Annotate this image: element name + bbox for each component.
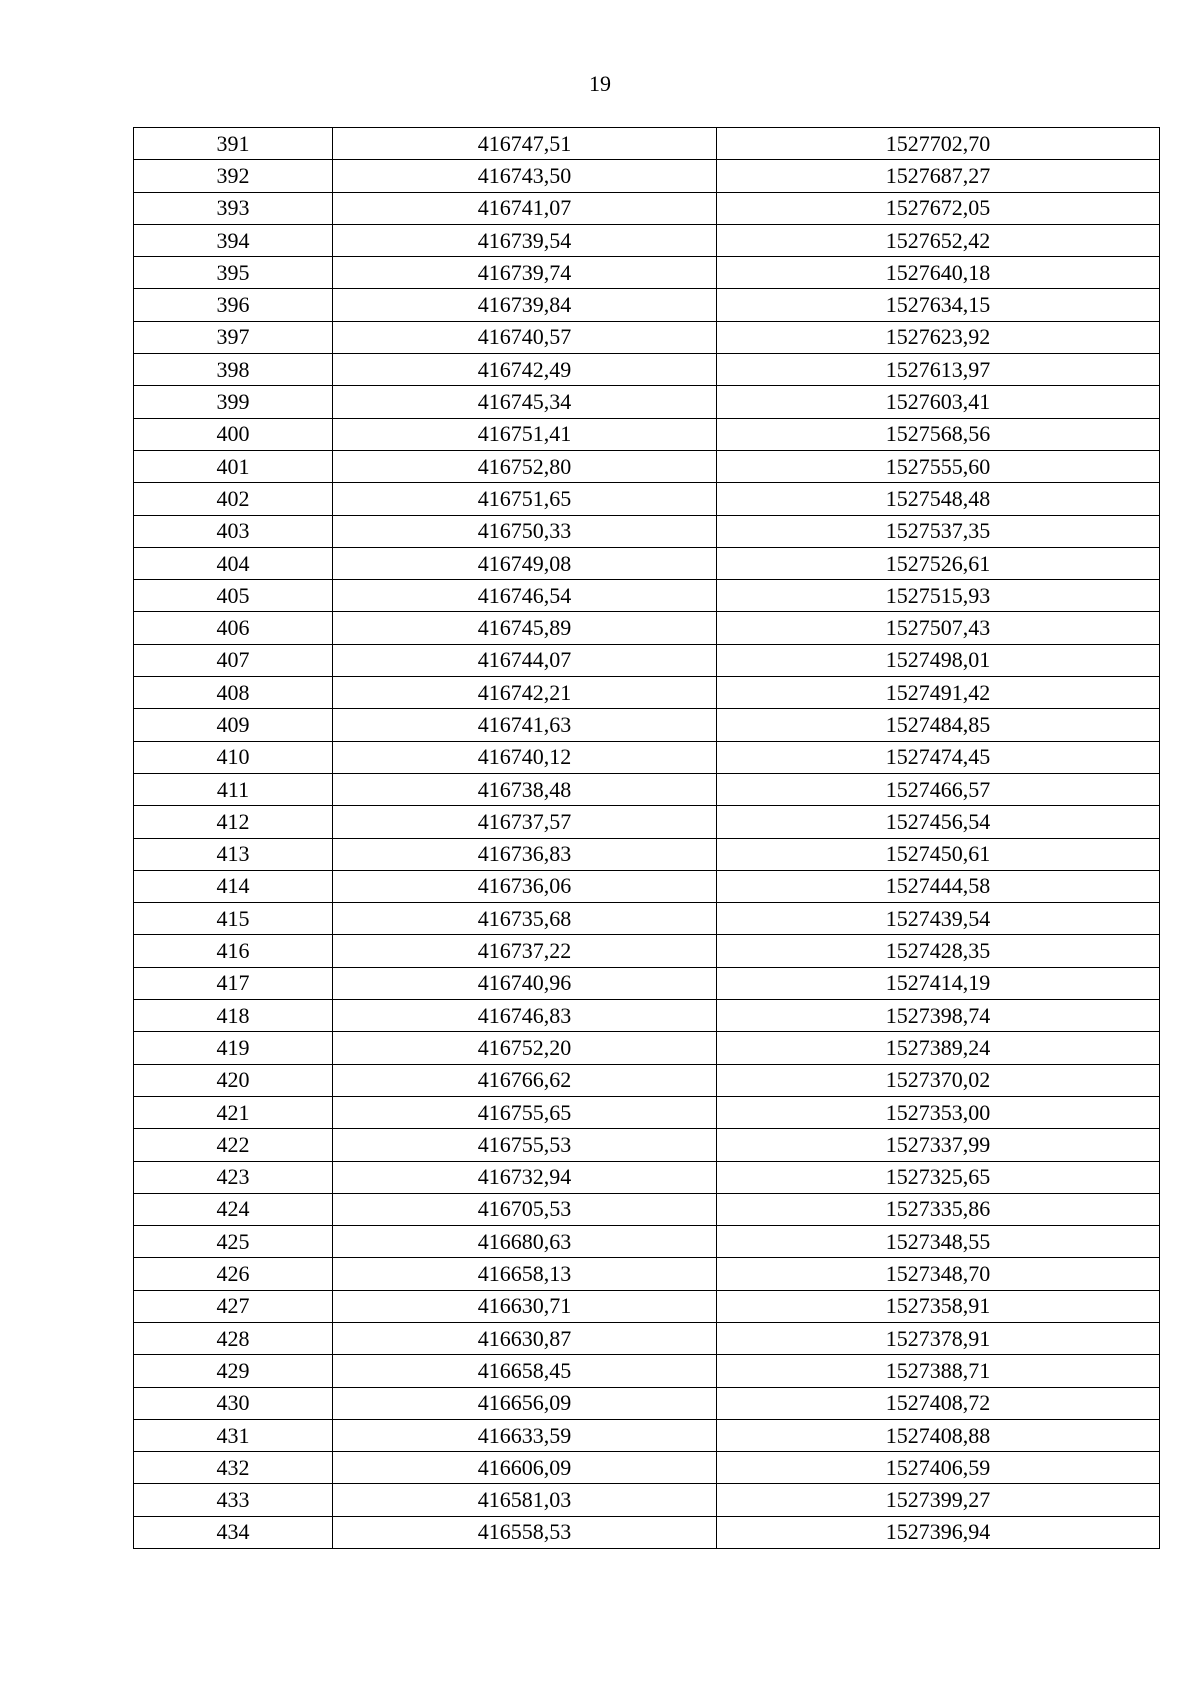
point-number-cell: 395	[134, 257, 333, 289]
y-coordinate-cell: 1527450,61	[717, 838, 1160, 870]
point-number-cell: 407	[134, 644, 333, 676]
x-coordinate-cell: 416736,06	[333, 870, 717, 902]
x-coordinate-cell: 416680,63	[333, 1226, 717, 1258]
table-row	[134, 515, 1160, 547]
y-coordinate-cell: 1527491,42	[717, 677, 1160, 709]
y-coordinate-cell: 1527408,88	[717, 1419, 1160, 1451]
table-row	[134, 386, 1160, 418]
x-coordinate-cell: 416744,07	[333, 644, 717, 676]
x-coordinate-cell: 416749,08	[333, 547, 717, 579]
x-coordinate-cell: 416755,65	[333, 1096, 717, 1128]
table-row	[134, 483, 1160, 515]
point-number-cell: 430	[134, 1387, 333, 1419]
point-number-cell: 406	[134, 612, 333, 644]
table-row	[134, 160, 1160, 192]
y-coordinate-cell: 1527388,71	[717, 1355, 1160, 1387]
y-coordinate-cell: 1527526,61	[717, 547, 1160, 579]
point-number-cell: 434	[134, 1516, 333, 1548]
table-row	[134, 612, 1160, 644]
y-coordinate-cell: 1527348,70	[717, 1258, 1160, 1290]
table-row	[134, 806, 1160, 838]
point-number-cell: 413	[134, 838, 333, 870]
y-coordinate-cell: 1527325,65	[717, 1161, 1160, 1193]
x-coordinate-cell: 416705,53	[333, 1193, 717, 1225]
y-coordinate-cell: 1527466,57	[717, 773, 1160, 805]
table-row	[134, 935, 1160, 967]
point-number-cell: 427	[134, 1290, 333, 1322]
x-coordinate-cell: 416751,65	[333, 483, 717, 515]
table-row	[134, 580, 1160, 612]
y-coordinate-cell: 1527474,45	[717, 741, 1160, 773]
point-number-cell: 401	[134, 450, 333, 482]
point-number-cell: 392	[134, 160, 333, 192]
x-coordinate-cell: 416738,48	[333, 773, 717, 805]
y-coordinate-cell: 1527652,42	[717, 224, 1160, 256]
y-coordinate-cell: 1527548,48	[717, 483, 1160, 515]
y-coordinate-cell: 1527428,35	[717, 935, 1160, 967]
table-row	[134, 321, 1160, 353]
y-coordinate-cell: 1527399,27	[717, 1484, 1160, 1516]
x-coordinate-cell: 416747,51	[333, 128, 717, 160]
table-row	[134, 289, 1160, 321]
table-row	[134, 1290, 1160, 1322]
y-coordinate-cell: 1527396,94	[717, 1516, 1160, 1548]
point-number-cell: 408	[134, 677, 333, 709]
table-row	[134, 1032, 1160, 1064]
x-coordinate-cell: 416581,03	[333, 1484, 717, 1516]
table-row	[134, 1322, 1160, 1354]
point-number-cell: 397	[134, 321, 333, 353]
point-number-cell: 399	[134, 386, 333, 418]
y-coordinate-cell: 1527537,35	[717, 515, 1160, 547]
x-coordinate-cell: 416746,83	[333, 1000, 717, 1032]
table-row	[134, 1419, 1160, 1451]
y-coordinate-cell: 1527335,86	[717, 1193, 1160, 1225]
y-coordinate-cell: 1527555,60	[717, 450, 1160, 482]
table-row	[134, 1096, 1160, 1128]
table-row	[134, 870, 1160, 902]
point-number-cell: 421	[134, 1096, 333, 1128]
table-row	[134, 838, 1160, 870]
point-number-cell: 409	[134, 709, 333, 741]
y-coordinate-cell: 1527568,56	[717, 418, 1160, 450]
point-number-cell: 402	[134, 483, 333, 515]
y-coordinate-cell: 1527389,24	[717, 1032, 1160, 1064]
point-number-cell: 420	[134, 1064, 333, 1096]
x-coordinate-cell: 416755,53	[333, 1129, 717, 1161]
x-coordinate-cell: 416752,80	[333, 450, 717, 482]
y-coordinate-cell: 1527439,54	[717, 903, 1160, 935]
point-number-cell: 417	[134, 967, 333, 999]
point-number-cell: 415	[134, 903, 333, 935]
page-number: 19	[589, 71, 611, 96]
point-number-cell: 391	[134, 128, 333, 160]
table-row	[134, 677, 1160, 709]
x-coordinate-cell: 416606,09	[333, 1452, 717, 1484]
table-row	[134, 1516, 1160, 1548]
x-coordinate-cell: 416742,21	[333, 677, 717, 709]
point-number-cell: 400	[134, 418, 333, 450]
point-number-cell: 393	[134, 192, 333, 224]
point-number-cell: 422	[134, 1129, 333, 1161]
x-coordinate-cell: 416739,84	[333, 289, 717, 321]
y-coordinate-cell: 1527603,41	[717, 386, 1160, 418]
y-coordinate-cell: 1527398,74	[717, 1000, 1160, 1032]
table-row	[134, 1226, 1160, 1258]
x-coordinate-cell: 416741,63	[333, 709, 717, 741]
x-coordinate-cell: 416745,34	[333, 386, 717, 418]
table-row	[134, 1484, 1160, 1516]
x-coordinate-cell: 416630,87	[333, 1322, 717, 1354]
table-row	[134, 1129, 1160, 1161]
point-number-cell: 398	[134, 354, 333, 386]
point-number-cell: 425	[134, 1226, 333, 1258]
table-row	[134, 773, 1160, 805]
point-number-cell: 429	[134, 1355, 333, 1387]
x-coordinate-cell: 416742,49	[333, 354, 717, 386]
x-coordinate-cell: 416752,20	[333, 1032, 717, 1064]
table-row	[134, 224, 1160, 256]
x-coordinate-cell: 416751,41	[333, 418, 717, 450]
x-coordinate-cell: 416745,89	[333, 612, 717, 644]
x-coordinate-cell: 416740,96	[333, 967, 717, 999]
table-row	[134, 741, 1160, 773]
point-number-cell: 396	[134, 289, 333, 321]
point-number-cell: 423	[134, 1161, 333, 1193]
table-row	[134, 644, 1160, 676]
x-coordinate-cell: 416658,13	[333, 1258, 717, 1290]
point-number-cell: 403	[134, 515, 333, 547]
point-number-cell: 411	[134, 773, 333, 805]
x-coordinate-cell: 416630,71	[333, 1290, 717, 1322]
x-coordinate-cell: 416740,57	[333, 321, 717, 353]
table-row	[134, 450, 1160, 482]
table-row	[134, 967, 1160, 999]
table-row	[134, 1161, 1160, 1193]
x-coordinate-cell: 416558,53	[333, 1516, 717, 1548]
y-coordinate-cell: 1527634,15	[717, 289, 1160, 321]
point-number-cell: 433	[134, 1484, 333, 1516]
y-coordinate-cell: 1527672,05	[717, 192, 1160, 224]
x-coordinate-cell: 416736,83	[333, 838, 717, 870]
table-row	[134, 192, 1160, 224]
y-coordinate-cell: 1527444,58	[717, 870, 1160, 902]
table-row	[134, 128, 1160, 160]
y-coordinate-cell: 1527498,01	[717, 644, 1160, 676]
coordinates-table-body	[134, 128, 1160, 1549]
table-row	[134, 547, 1160, 579]
y-coordinate-cell: 1527507,43	[717, 612, 1160, 644]
x-coordinate-cell: 416740,12	[333, 741, 717, 773]
y-coordinate-cell: 1527414,19	[717, 967, 1160, 999]
point-number-cell: 426	[134, 1258, 333, 1290]
table-row	[134, 1355, 1160, 1387]
point-number-cell: 419	[134, 1032, 333, 1064]
y-coordinate-cell: 1527370,02	[717, 1064, 1160, 1096]
table-row	[134, 1000, 1160, 1032]
x-coordinate-cell: 416746,54	[333, 580, 717, 612]
table-row	[134, 1193, 1160, 1225]
point-number-cell: 424	[134, 1193, 333, 1225]
x-coordinate-cell: 416750,33	[333, 515, 717, 547]
table-row	[134, 903, 1160, 935]
point-number-cell: 394	[134, 224, 333, 256]
point-number-cell: 404	[134, 547, 333, 579]
y-coordinate-cell: 1527406,59	[717, 1452, 1160, 1484]
x-coordinate-cell: 416658,45	[333, 1355, 717, 1387]
table-row	[134, 709, 1160, 741]
x-coordinate-cell: 416633,59	[333, 1419, 717, 1451]
point-number-cell: 431	[134, 1419, 333, 1451]
point-number-cell: 410	[134, 741, 333, 773]
table-row	[134, 1258, 1160, 1290]
table-row	[134, 418, 1160, 450]
point-number-cell: 405	[134, 580, 333, 612]
y-coordinate-cell: 1527702,70	[717, 128, 1160, 160]
y-coordinate-cell: 1527337,99	[717, 1129, 1160, 1161]
point-number-cell: 412	[134, 806, 333, 838]
y-coordinate-cell: 1527353,00	[717, 1096, 1160, 1128]
table-row	[134, 1452, 1160, 1484]
point-number-cell: 432	[134, 1452, 333, 1484]
y-coordinate-cell: 1527687,27	[717, 160, 1160, 192]
y-coordinate-cell: 1527378,91	[717, 1322, 1160, 1354]
x-coordinate-cell: 416732,94	[333, 1161, 717, 1193]
point-number-cell: 418	[134, 1000, 333, 1032]
y-coordinate-cell: 1527640,18	[717, 257, 1160, 289]
y-coordinate-cell: 1527613,97	[717, 354, 1160, 386]
x-coordinate-cell: 416766,62	[333, 1064, 717, 1096]
point-number-cell: 414	[134, 870, 333, 902]
point-number-cell: 416	[134, 935, 333, 967]
y-coordinate-cell: 1527623,92	[717, 321, 1160, 353]
table-row	[134, 1064, 1160, 1096]
x-coordinate-cell: 416739,74	[333, 257, 717, 289]
y-coordinate-cell: 1527515,93	[717, 580, 1160, 612]
table-row	[134, 1387, 1160, 1419]
table-row	[134, 354, 1160, 386]
y-coordinate-cell: 1527484,85	[717, 709, 1160, 741]
y-coordinate-cell: 1527456,54	[717, 806, 1160, 838]
x-coordinate-cell: 416739,54	[333, 224, 717, 256]
coordinates-table	[133, 127, 1160, 1549]
x-coordinate-cell: 416743,50	[333, 160, 717, 192]
point-number-cell: 428	[134, 1322, 333, 1354]
table-row	[134, 257, 1160, 289]
x-coordinate-cell: 416737,57	[333, 806, 717, 838]
x-coordinate-cell: 416656,09	[333, 1387, 717, 1419]
y-coordinate-cell: 1527358,91	[717, 1290, 1160, 1322]
x-coordinate-cell: 416741,07	[333, 192, 717, 224]
x-coordinate-cell: 416737,22	[333, 935, 717, 967]
y-coordinate-cell: 1527408,72	[717, 1387, 1160, 1419]
x-coordinate-cell: 416735,68	[333, 903, 717, 935]
y-coordinate-cell: 1527348,55	[717, 1226, 1160, 1258]
